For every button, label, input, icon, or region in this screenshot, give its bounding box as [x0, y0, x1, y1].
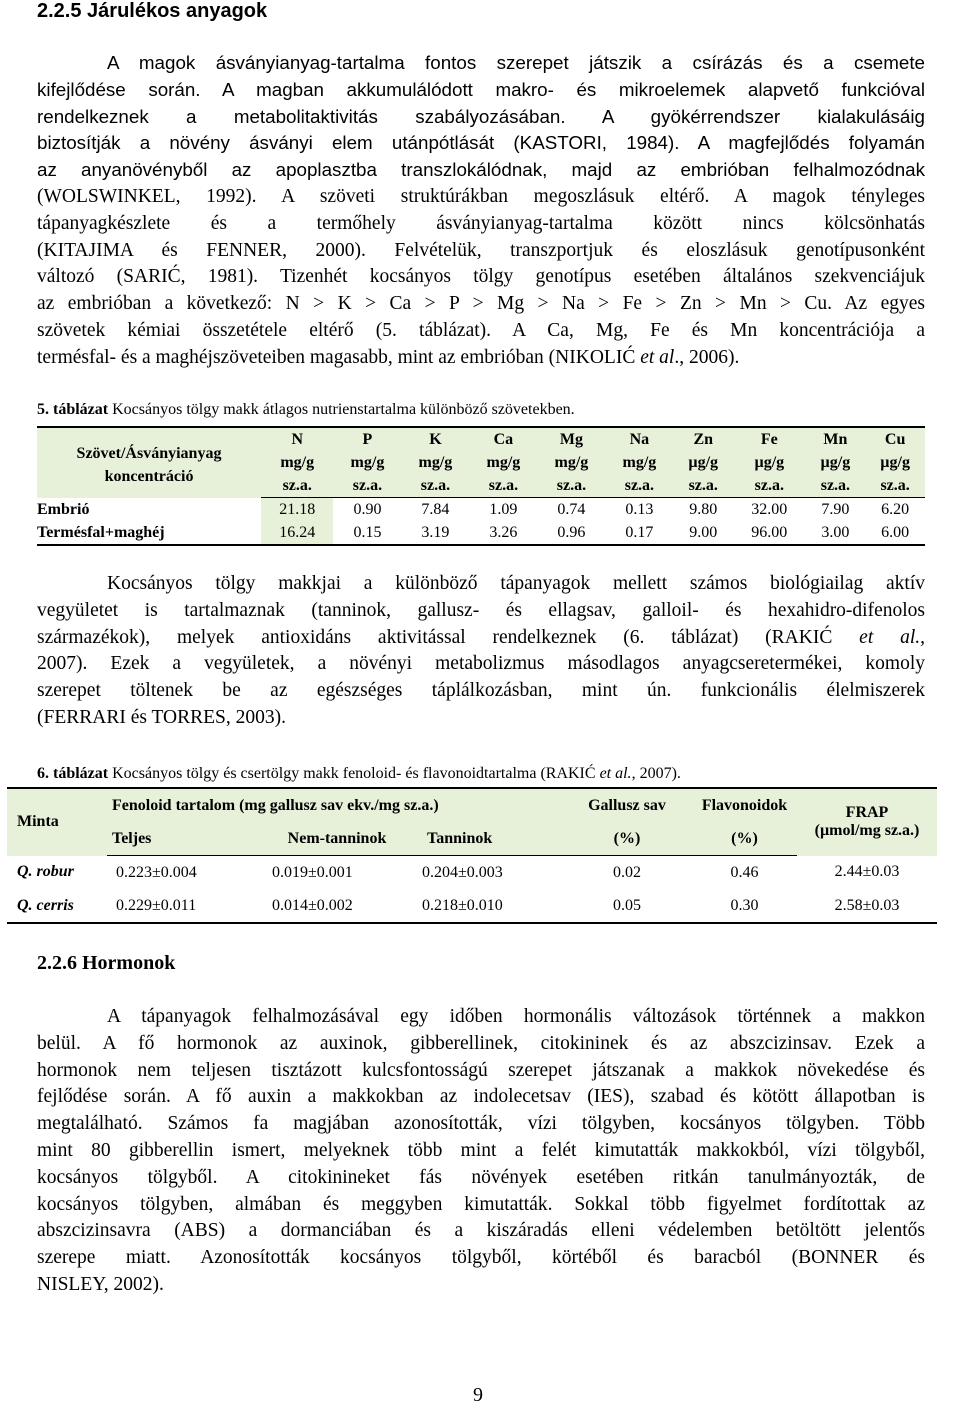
table5-col-element: Cu: [865, 427, 925, 451]
table5-col-element: P: [333, 427, 401, 451]
table5-cell: 3.19: [401, 521, 469, 545]
table-row: [7, 889, 937, 923]
table5-col-unit: µg/g: [865, 451, 925, 474]
table5-cell: 0.15: [333, 521, 401, 545]
table5-col-unit: mg/g: [605, 451, 673, 474]
table6-cell: 0.218±0.010: [417, 889, 562, 923]
table6-header-frap: [797, 788, 937, 856]
table5-col-base: sz.a.: [333, 474, 401, 498]
text-line: az embrióban a következő: N > K > Ca > P > Mg > Na > Fe > Zn > Mn > Cu. Az egyes: [37, 293, 925, 315]
text-line: szerepe miatt. Azonosították kocsányos tölgyből, körtéből és baracból (BONNER és: [37, 1247, 925, 1269]
text-line: megtalálható. Számos fa magjában azonosították, vízi tölgyben, kocsányos tölgyben. Több: [37, 1113, 925, 1135]
table5-col-unit: µg/g: [673, 451, 733, 474]
text-line: az anyanövényből az apoplasztba transzlokálódnak, majd az embrióban felhalmozódnak: [37, 159, 925, 181]
text-line: NISLEY, 2002).: [37, 1273, 164, 1295]
table5-col-base: sz.a.: [806, 474, 866, 498]
text-line: (FERRARI és TORRES, 2003).: [37, 706, 287, 728]
table5-col-unit: mg/g: [333, 451, 401, 474]
text-run: ., 2006).: [674, 346, 740, 368]
table5-col-element: Zn: [673, 427, 733, 451]
text-line: [37, 625, 925, 652]
table5-cell: 7.90: [821, 501, 850, 518]
section-heading-2-2-6: 2.2.6 Hormonok: [37, 952, 176, 974]
table5-col-unit: mg/g: [261, 451, 333, 474]
text-line: rendelkeznek a metabolitaktivitás szabályozásában. A gyökérrendszer kialakulásáig: [37, 105, 925, 127]
table6-cell: 0.02: [613, 863, 641, 881]
table6-cell: 0.46: [730, 863, 759, 881]
table5-cell: 0.17: [605, 521, 673, 545]
table5-cell: 1.09: [489, 501, 518, 518]
table6-frap-label: FRAP: [845, 804, 889, 822]
text-line: belül. A fő hormonok az auxinok, gibberellinek, citokininek és az abszcizinsav. Ezek a: [37, 1032, 925, 1054]
table6-phenolic-content: [7, 787, 937, 924]
table6-caption-text: Kocsányos tölgy és csertölgy makk fenoloid- és flavonoidtartalma (RAKIĆ: [108, 765, 600, 782]
table5-col-base: sz.a.: [733, 474, 805, 498]
table5-col-unit: mg/g: [401, 451, 469, 474]
table5-col-element: N: [261, 427, 333, 451]
table5-cell: 0.74: [557, 501, 586, 518]
text-run: származékok), melyek antioxidáns aktivitással rendelkeznek (6. táblázat) (RAKIĆ: [37, 626, 860, 648]
table5-cell: 32.00: [751, 501, 788, 518]
text-line: A tápanyagok felhalmozásával egy időben hormonális változások történnek a makkon: [107, 1006, 925, 1027]
table5-row-label: Embrió: [37, 500, 90, 518]
text-line: hormonok nem teljesen tisztázott kulcsfontosságú szerepet játszanak a makkok növekedése és: [37, 1059, 925, 1081]
table5-cell: 7.84: [421, 501, 450, 518]
table5-col-unit: µg/g: [806, 451, 866, 474]
table5-col-element: Ca: [469, 427, 537, 451]
table6-cell: 2.44±0.03: [834, 863, 900, 881]
table5-col-base: sz.a.: [865, 474, 925, 498]
table5-col-unit: mg/g: [469, 451, 537, 474]
table5-cell: 6.20: [881, 501, 910, 518]
table6-header-pct: (%): [692, 822, 797, 856]
text-line: szerepet töltenek be az egészséges táplálkozásban, mint ún. funkcionális élelmiszerek: [37, 680, 925, 702]
text-line: (KITAJIMA és FENNER, 2000). Felvételük, transzportjuk és eloszlásuk genotípusonként: [37, 239, 925, 261]
table6-caption-text: , 2007).: [631, 765, 681, 782]
table5-cell: 3.00: [806, 521, 866, 545]
table5-cell: 9.00: [673, 521, 733, 545]
table6-cell: 0.30: [692, 889, 797, 923]
table5-cell: 6.00: [865, 521, 925, 545]
text-line: kocsányos tölgyben, almában és meggyben kimutatták. Sokkal több figyelmet fordítottak az: [37, 1193, 925, 1215]
page-number: 9: [473, 1384, 483, 1406]
text-line: (WOLSWINKEL, 1992). A szöveti struktúrákban megoszlásuk eltérő. A magok tényleges: [37, 185, 925, 207]
text-line: abszcizinsavra (ABS) a dormanciában és a kiszáradás elleni védelemben betöltött jelentős: [37, 1220, 925, 1242]
table-row: [37, 498, 925, 522]
table5-cell: 0.13: [625, 501, 654, 518]
paragraph-bioactive-compounds: [37, 571, 925, 732]
table5-cell: 96.00: [733, 521, 805, 545]
text-line: szövetek kémiai összetétele eltérő (5. táblázat). A Ca, Mg, Fe és Mn koncentrációja a: [37, 319, 925, 341]
table6-cell: 0.204±0.003: [422, 863, 503, 881]
table6-header-minta: Minta: [7, 788, 107, 856]
table6-header-fenoloid: Fenoloid tartalom (mg gallusz sav ekv./mg sz.a.): [107, 788, 562, 822]
text-line: mint 80 gibberellin ismert, melyeknek több mint a felét kimutatták makkokból, vízi tölgyből,: [37, 1139, 925, 1161]
table5-col-base: sz.a.: [469, 474, 537, 498]
table6-header-nemtannin: Nem-tanninok: [257, 822, 417, 856]
table-row: [7, 856, 937, 890]
text-line: Kocsányos tölgy makkjai a különböző tápanyagok mellett számos biológiailag aktív: [107, 573, 925, 594]
table6-cell: 0.014±0.002: [257, 889, 417, 923]
table5-cell: 0.96: [537, 521, 605, 545]
table6-header-gallusz: Gallusz sav: [562, 788, 692, 822]
table5-col-element: K: [401, 427, 469, 451]
text-line: A magok ásványianyag-tartalma fontos szerepet játszik a csírázás és a csemete: [107, 52, 925, 73]
table6-header-row-1: [7, 788, 937, 822]
table6-row-label: Q. robur: [17, 863, 74, 881]
table5-nutrient-content: [37, 426, 925, 546]
table6-cell: 0.019±0.001: [272, 863, 353, 881]
table5-col-unit: µg/g: [733, 451, 805, 474]
italic-et-al: et al: [640, 346, 675, 368]
text-line: vegyületet is tartalmaznak (tanninok, gallusz- és ellagsav, galloil- és hexahidro-difenolos: [37, 599, 925, 621]
table6-caption-label: 6. táblázat: [37, 765, 109, 782]
table6-header-tannin: Tanninok: [417, 822, 562, 856]
table5-cell: 9.80: [689, 501, 718, 518]
table5-col-base: sz.a.: [261, 474, 333, 498]
text-line: kocsányos tölgyből. A citokinineket fás növények esetében ritkán tanulmányozták, de: [37, 1166, 925, 1188]
table5-col-element: Na: [605, 427, 673, 451]
table5-col-base: sz.a.: [605, 474, 673, 498]
table6-header-pct: (%): [562, 822, 692, 856]
table6-cell: 0.05: [562, 889, 692, 923]
table6-cell: 0.229±0.011: [107, 889, 257, 923]
table5-caption: [37, 401, 575, 419]
text-line: kifejlődése során. A magban akkumulálódott makro- és mikroelemek alapvető funkcióval: [37, 78, 925, 100]
paragraph-mineral-content: [37, 50, 925, 372]
table6-cell: 2.58±0.03: [797, 889, 937, 923]
text-line: tápanyagkészlete és a termőhely ásványianyag-tartalma között nincs kölcsönhatás: [37, 212, 925, 234]
text-line: változó (SARIĆ, 1981). Tizenhét kocsányos tölgy genotípus esetében általános szekvenciájuk: [37, 266, 925, 288]
table5-header-label: Szövet/Ásványianyag koncentráció: [37, 427, 261, 498]
table5-caption-label: 5. táblázat: [37, 401, 109, 418]
text-line: fejlődése során. A fő auxin a makkokban az indolecetsav (IES), szabad és kötött állapotban is: [37, 1086, 925, 1108]
table5-header-row-element: [37, 427, 925, 451]
table-row: [37, 521, 925, 545]
text-line: biztosítják a növény ásványi elem utánpótlását (KASTORI, 1984). A magfejlődés folyamán: [37, 132, 925, 154]
text-line: 2007). Ezek a vegyületek, a növényi metabolizmus másodlagos anyagcseretermékei, komoly: [37, 653, 925, 675]
table6-caption: [37, 765, 681, 783]
table5-cell: 21.18: [261, 498, 333, 522]
table6-header-teljes: Teljes: [107, 822, 257, 856]
table5-caption-text: Kocsányos tölgy makk átlagos nutrienstartalma különböző szövetekben.: [108, 401, 575, 418]
table6-header-flavonoid: Flavonoidok: [692, 788, 797, 822]
table5-col-base: sz.a.: [401, 474, 469, 498]
italic-et-al: et al.: [599, 765, 632, 782]
table5-cell: 0.90: [353, 501, 382, 518]
text-run: termésfal- és a maghéjszöveteiben magasabb, mint az embrióban (NIKOLIĆ: [37, 346, 641, 368]
table6-row-label: Q. cerris: [7, 889, 107, 923]
table5-row-label: Termésfal+maghéj: [37, 521, 261, 545]
table6-cell: 0.223±0.004: [116, 863, 197, 881]
text-line: [37, 345, 925, 372]
table5-col-element: Mg: [537, 427, 605, 451]
section-heading-2-2-5: 2.2.5 Járulékos anyagok: [37, 0, 268, 22]
table5-col-base: sz.a.: [537, 474, 605, 498]
paragraph-hormones: [37, 1004, 925, 1299]
table5-col-element: Mn: [806, 427, 866, 451]
table5-cell: 3.26: [469, 521, 537, 545]
table5-col-base: sz.a.: [673, 474, 733, 498]
italic-et-al: et al.,: [859, 626, 925, 648]
table5-cell: 16.24: [261, 521, 333, 545]
table5-col-element: Fe: [733, 427, 805, 451]
table6-frap-unit: (µmol/mg sz.a.): [814, 822, 920, 840]
table5-col-unit: mg/g: [537, 451, 605, 474]
